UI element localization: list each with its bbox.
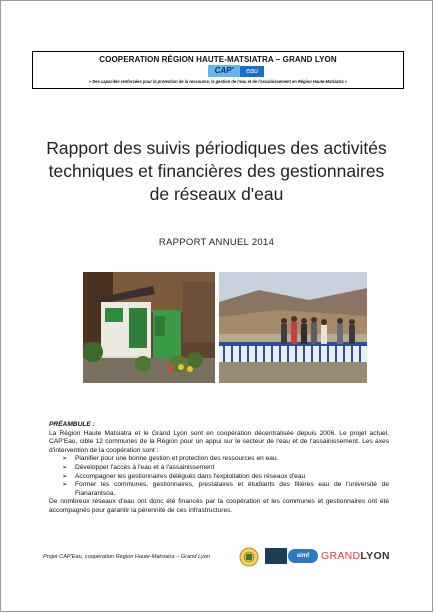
water-kiosk-illustration [83, 272, 215, 383]
list-item [62, 481, 389, 498]
list-item [62, 473, 389, 482]
capeau-logo [208, 65, 264, 77]
cooperation-header [32, 51, 404, 89]
region-seal-icon [239, 547, 259, 567]
arrow-bullet-icon: ➢ [62, 463, 68, 471]
bullet-text: Accompagner les gestionnaires délégués dans l'exploitation des réseaux d'eau [75, 472, 306, 480]
header-title: COOPERATION RÉGION HAUTE-MATSIATRA – GRAND LYON [99, 55, 337, 64]
capeau-logo-part-2: eau [240, 66, 264, 77]
bullet-text: Planifier pour une bonne gestion et protection des ressources en eau. [75, 455, 279, 463]
arrow-bullet-icon: ➢ [62, 481, 68, 489]
bullet-text: Former les communes, gestionnaires, prestataires et étudiants des filières eau de l'université de Fianarantsoa. [75, 481, 389, 497]
preamble-heading: PRÉAMBULE : [49, 421, 95, 428]
grand-lyon-logo [321, 550, 390, 562]
header-tagline: « Des capacités renforcées pour la protection de la ressource, la gestion de l'eau et de l'assainissement en Région Haute-Matsiatra » [88, 79, 348, 84]
list-item [62, 455, 389, 464]
grand-lyon-logo-part-1: GRAND [321, 550, 361, 562]
partner-dark-logo [265, 548, 287, 564]
footer-project-text: Projet CAP'Eau, coopération Région Haute-Matsiatra – Grand Lyon [43, 554, 211, 560]
report-subtitle: RAPPORT ANNUEL 2014 [158, 237, 275, 248]
list-item [62, 464, 389, 473]
preamble-conclusion: De nombreux réseaux d'eau ont donc été financés par la coopération et les communes et gestionnaires ont été accompagnés pour garantir la pérennité de ces infrastructures. [49, 498, 389, 514]
report-title: Rapport des suivis périodiques des activités techniques et financières des gestionnaires de réseaux d'eau [46, 138, 387, 204]
arrow-bullet-icon: ➢ [62, 455, 68, 463]
preamble-section [49, 421, 389, 516]
grand-lyon-logo-part-2: LYON [360, 550, 390, 562]
capeau-logo-part-1: CAP' [208, 65, 240, 77]
preamble-bullet-list [49, 455, 389, 498]
reservoir-illustration [219, 272, 367, 383]
water-kiosk-photo [83, 272, 215, 383]
preamble-intro: La Région Haute Matsiatra et le Grand Lyon sont en coopération décentralisée depuis 2006. Le projet actuel, CAP'Eau, cible 12 communes de la Région pour un appui sur le secteur de l'eau et de l'assainissement. Les axes d'intervention de la coopération sont : [49, 429, 389, 454]
bullet-text: Développer l'accès à l'eau et à l'assainissement [75, 463, 215, 471]
aimf-logo: aimf [288, 549, 318, 563]
arrow-bullet-icon: ➢ [62, 472, 68, 480]
group-at-reservoir-photo [219, 272, 367, 383]
